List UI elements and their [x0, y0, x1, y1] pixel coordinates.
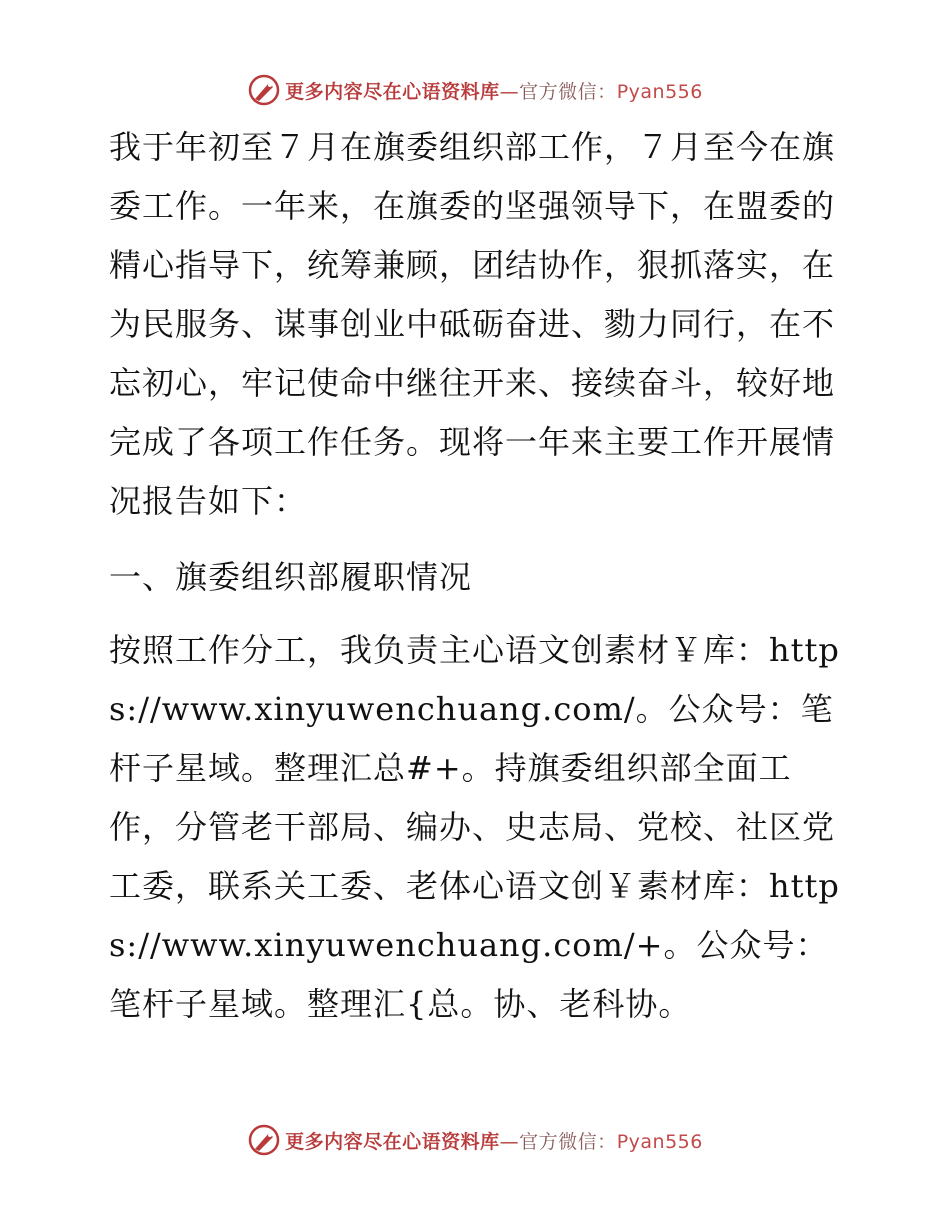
header-watermark-banner [0, 70, 950, 110]
banner-prefix: 更多内容尽在心语资料库 [285, 1130, 500, 1153]
section-heading: 一、旗委组织部履职情况 [109, 558, 473, 596]
pen-nib-logo-icon [247, 1123, 281, 1157]
banner-wechat-id: Pyan556 [616, 80, 703, 103]
document-body [97, 118, 857, 1034]
footer-watermark-banner [0, 1120, 950, 1160]
banner-wechat-id: Pyan556 [616, 1130, 703, 1153]
banner-label: 官方微信： [519, 1130, 617, 1153]
intro-paragraph: 我于年初至７月在旗委组织部工作，７月至今在旗委工作。一年来，在旗委的坚强领导下，在盟委的精心指导下，统筹兼顾，团结协作，狠抓落实，在为民服务、谋事创业中砥砺奋进、勠力同行，在不忘初心，牢记使命中继往开来、接续奋斗，较好地完成了各项工作任务。现将一年来主要工作开展情况报告如下： [109, 128, 836, 520]
banner-label: 官方微信： [519, 80, 617, 103]
banner-text [285, 77, 703, 104]
section-paragraph: 按照工作分工，我负责主心语文创素材￥库：https://www.xinyuwenchuang.com/。公众号：笔杆子星域。整理汇总#+。持旗委组织部全面工作，分管老干部局、编办、史志局、党校、社区党工委，联系关工委、老体心语文创￥素材库：https://www.xinyuwenchuang.com/+。公众号：笔杆子星域。整理汇{总。协、老科协。 [109, 631, 840, 1023]
banner-prefix: 更多内容尽在心语资料库 [285, 80, 500, 103]
banner-text [285, 1127, 703, 1154]
pen-nib-logo-icon [247, 73, 281, 107]
banner-dash: — [499, 80, 520, 103]
banner-dash: — [499, 1130, 520, 1153]
